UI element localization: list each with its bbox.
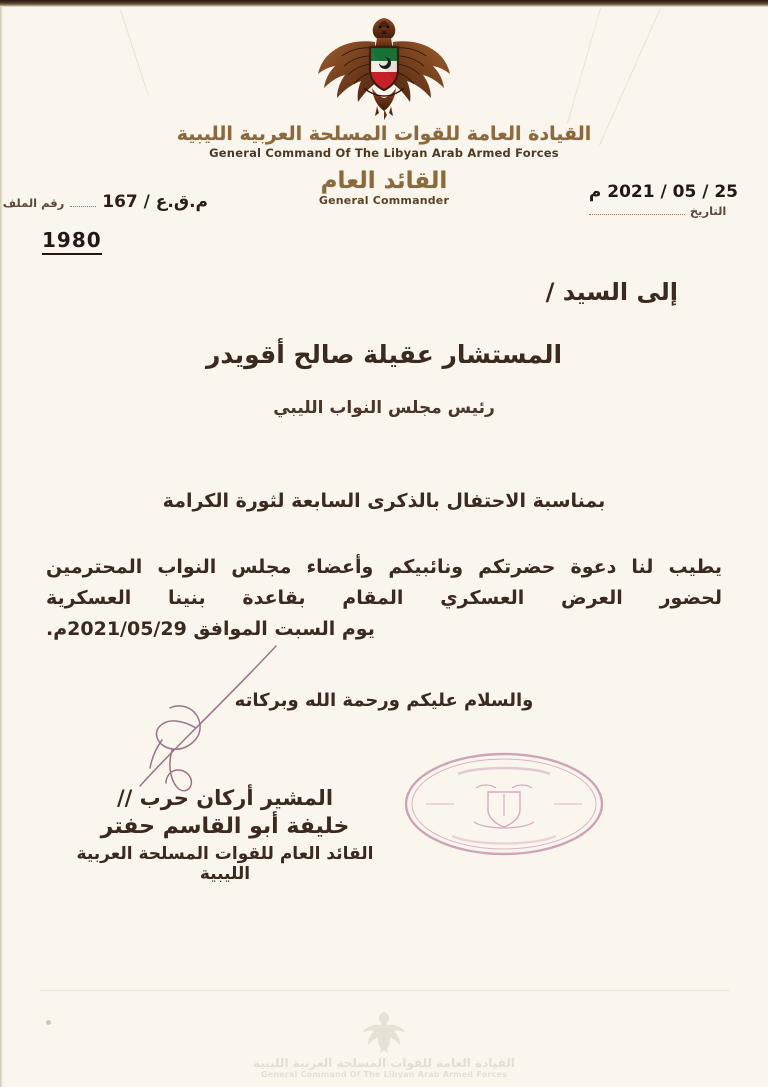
signature-block — [60, 786, 390, 884]
body-line: يوم السبت الموافق 2021/05/29م. — [46, 617, 375, 640]
file-number-dotted-line — [70, 198, 96, 207]
file-number-secondary: 1980 — [42, 228, 102, 255]
letter-subject: بمناسبة الاحتفال بالذكرى السابعة لثورة الكرامة — [162, 490, 606, 512]
official-stamp — [396, 748, 612, 860]
organization-name-english: General Command Of The Libyan Arab Armed Forces — [209, 145, 559, 160]
date-label-row — [589, 204, 738, 218]
scan-edge-top — [0, 0, 768, 7]
signatory-name: خليفة أبو القاسم حفتر — [100, 814, 350, 839]
signatory-rank: المشير أركان حرب // — [116, 786, 334, 810]
footer-watermark-english: General Command Of The Libyan Arab Armed Forces — [260, 1070, 508, 1079]
file-number-value: م.ق.ع / 167 — [102, 192, 208, 212]
date-dotted-line — [589, 208, 685, 215]
footer-watermark — [0, 1010, 768, 1079]
addressee-name: المستشار عقيلة صالح أقويدر — [205, 340, 563, 369]
file-number-field — [2, 192, 208, 212]
salutation: إلى السيد / — [545, 278, 678, 306]
office-name-arabic: القائد العام — [320, 167, 448, 194]
eagle-of-saladin-icon — [309, 14, 459, 126]
letter-body — [46, 552, 722, 644]
body-line: يطيب لنا دعوة حضرتكم ونائبيكم وأعضاء مجلس النواب المحترمين — [46, 556, 722, 578]
footer-watermark-arabic: القيادة العامة للقوات المسلحة العربية الليبية — [253, 1056, 515, 1070]
footer-emblem-icon — [357, 1010, 411, 1054]
date-label: التاريخ — [689, 204, 727, 218]
emblem-container — [0, 14, 768, 126]
paper-crease — [40, 990, 730, 991]
organization-name-arabic: القيادة العامة للقوات المسلحة العربية الليبية — [176, 123, 592, 145]
handwritten-signature — [110, 640, 340, 810]
addressee-title: رئيس مجلس النواب الليبي — [273, 398, 495, 418]
date-value: 25 / 05 / 2021 م — [588, 182, 738, 202]
file-number-label: رقم الملف — [2, 196, 65, 210]
body-line: لحضور العرض العسكري المقام بقاعدة بنينا العسكرية — [46, 586, 722, 609]
letter-closing: والسلام عليكم ورحمة الله وبركاته — [234, 690, 534, 711]
footer-dot — [46, 1020, 51, 1025]
office-name-english: General Commander — [318, 194, 450, 208]
date-field — [589, 182, 738, 218]
signatory-post: القائد العام للقوات المسلحة العربية الليبية — [76, 844, 374, 884]
